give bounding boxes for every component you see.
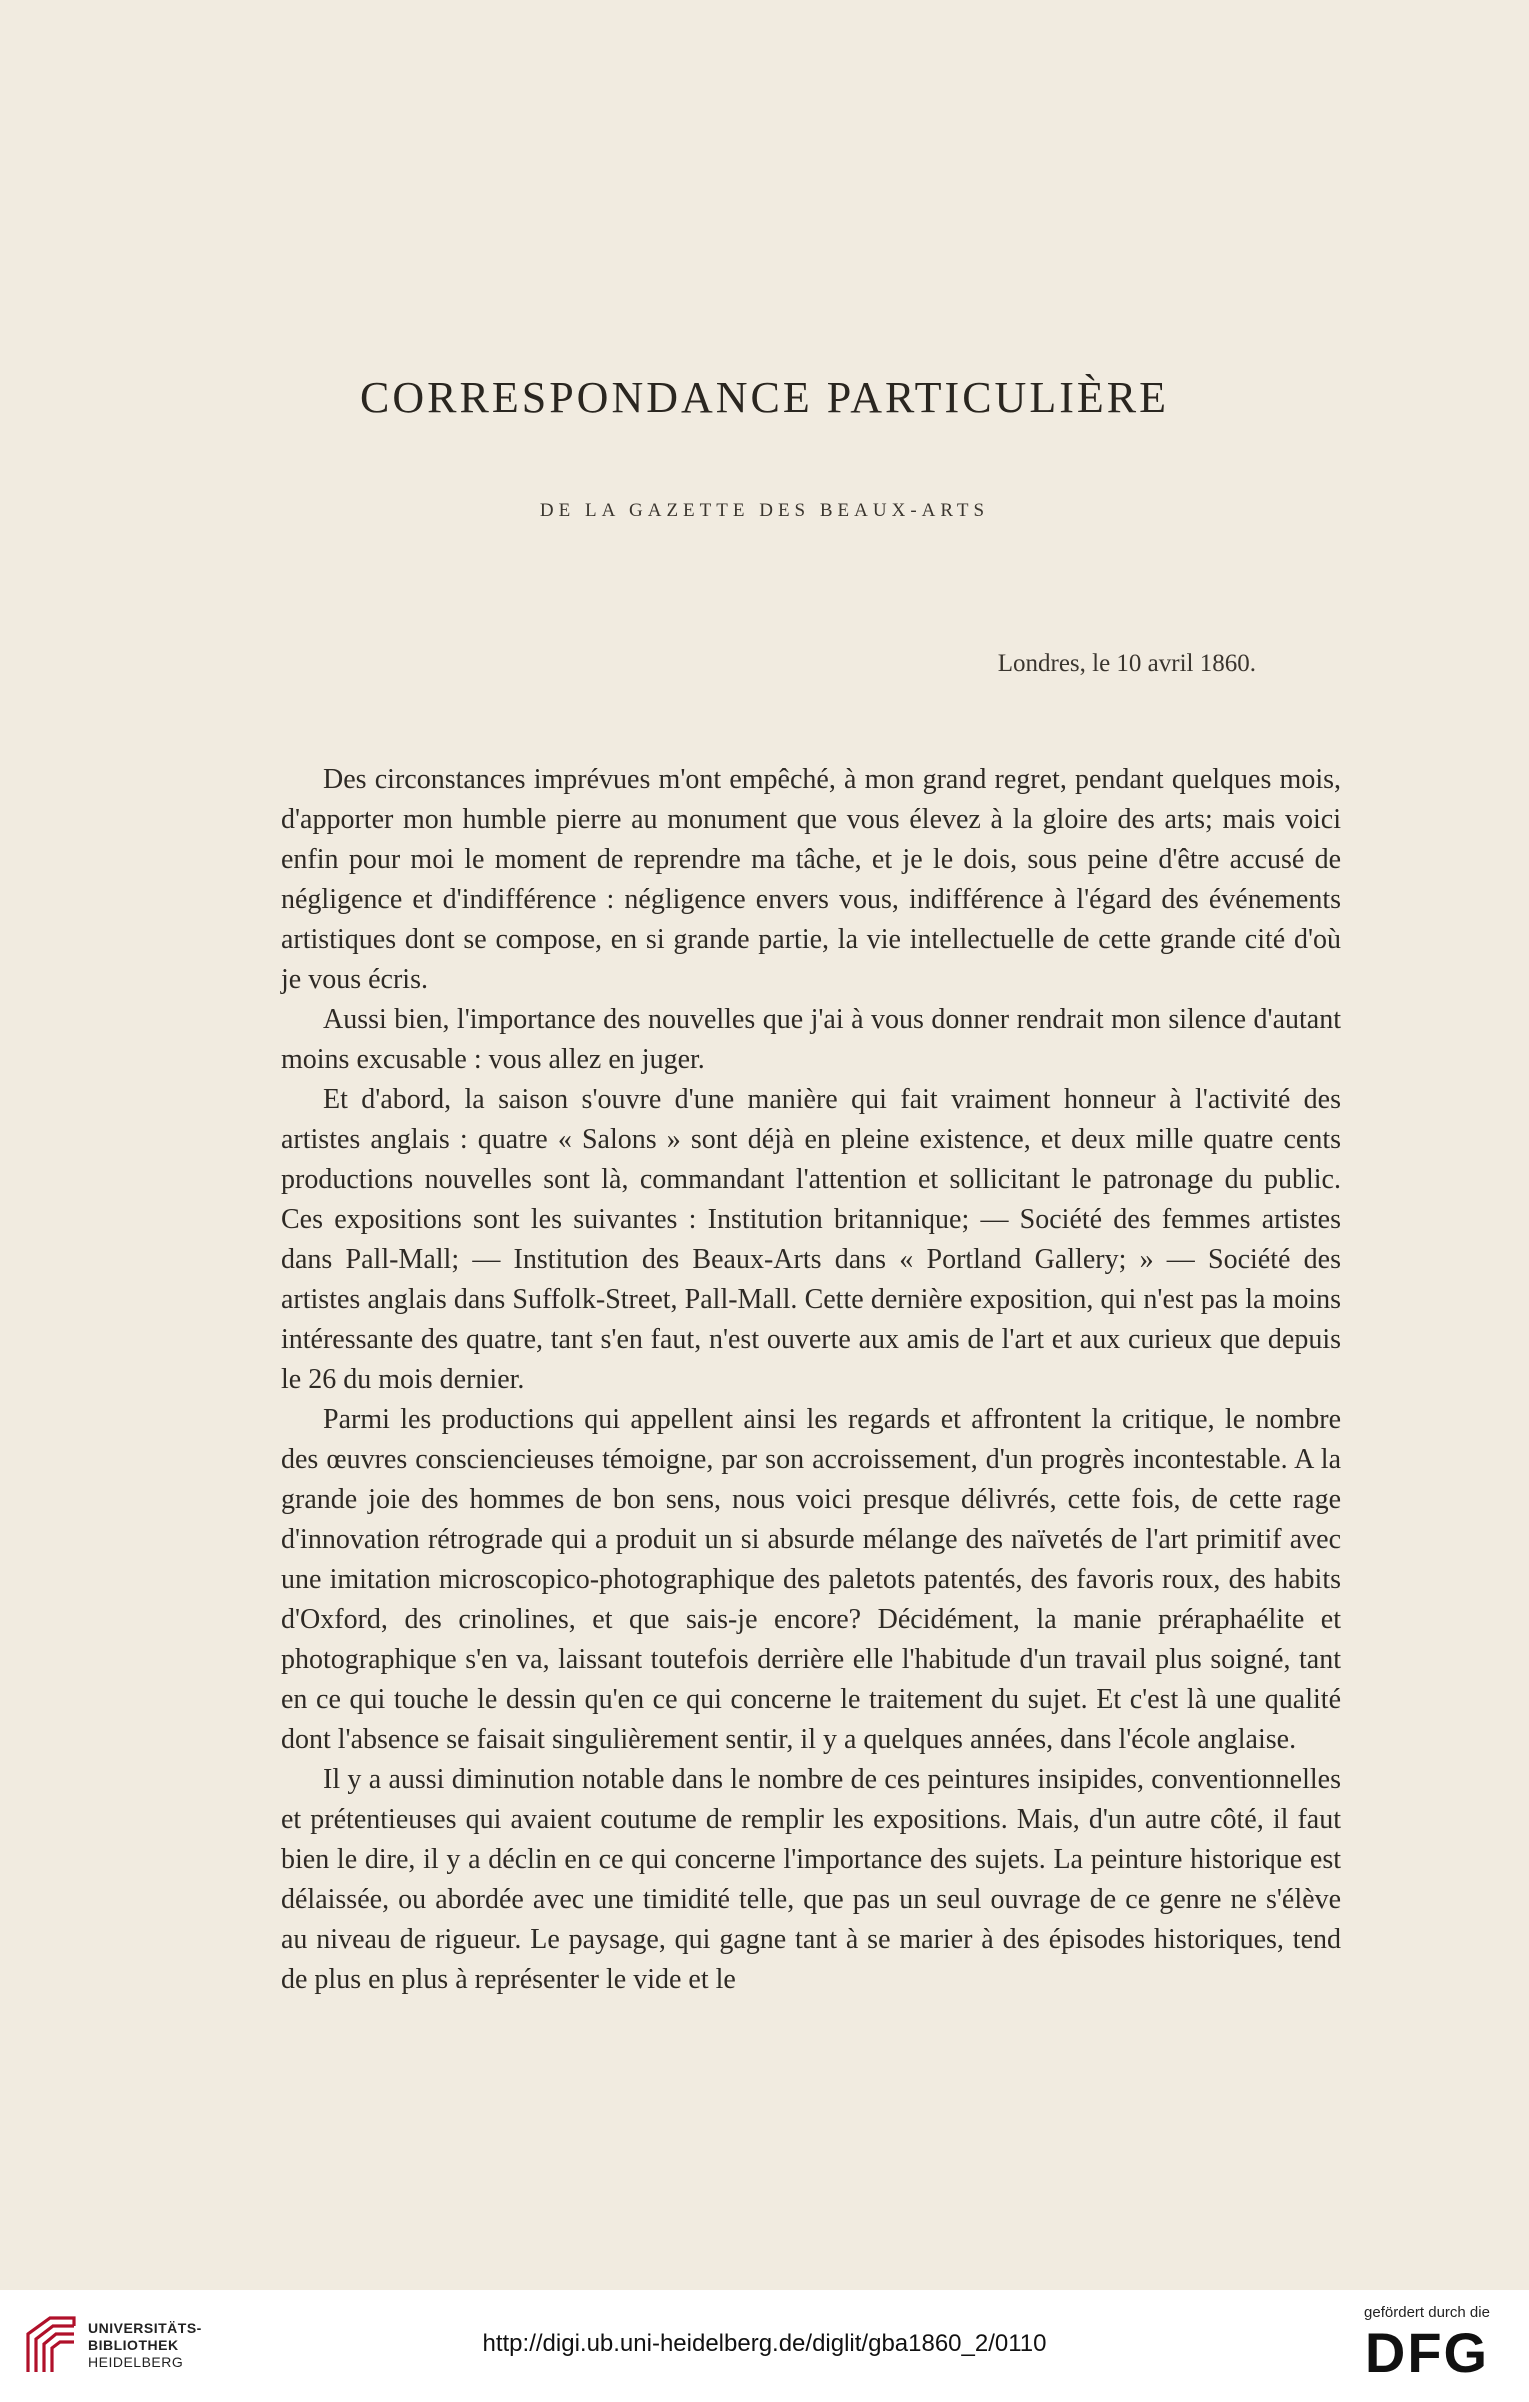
library-name-line: HEIDELBERG [88, 2354, 184, 2370]
dateline: Londres, le 10 avril 1860. [997, 650, 1256, 677]
funding-notice[interactable] [1347, 2304, 1507, 2383]
paragraph: Et d'abord, la saison s'ouvre d'une manière qui fait vraiment honneur à l'activité des artistes anglais : quatre « Salons » sont déjà en pleine existence, et deux mille quatre cents productions nouvelles sont là, commandant l'attention et sollicitant le patronage du public. Ces expositions sont les suivantes : Institution britannique; — Société des femmes artistes dans Pall-Mall; — Institution des Beaux-Arts dans « Portland Gallery; » — Société des artistes anglais dans Suffolk-Street, Pall-Mall. Cette dernière exposition, qui n'est pas la moins intéressante des quatre, tant s'en faut, n'est ouverte aux amis de l'art et aux curieux que depuis le 26 du mois dernier. [281, 1084, 1341, 1395]
paragraph: Parmi les productions qui appellent ainsi les regards et affrontent la critique, le nombre des œuvres consciencieuses témoigne, par son accroissement, d'un progrès incontestable. A la grande joie des hommes de bon sens, nous voici presque délivrés, cette fois, de cette rage d'innovation rétrograde qui a produit un si absurde mélange des naïvetés de l'art primitif avec une imitation microscopico-photographique des paletots patentés, des favoris roux, des habits d'Oxford, des crinolines, et que sais-je encore? Décidément, la manie préraphaélite et photographique s'en va, laissant toutefois derrière elle l'habitude d'un travail plus soigné, tant en ce qui touche le dessin qu'en ce qui concerne le traitement du sujet. Et c'est là une qualité dont l'absence se faisait singulièrement sentir, il y a quelques années, dans l'école anglaise. [281, 1404, 1341, 1755]
funding-label: gefördert durch die [1364, 2304, 1490, 2321]
library-name-line: UNIVERSITÄTS- [88, 2320, 202, 2336]
permalink-url[interactable]: http://digi.ub.uni-heidelberg.de/diglit/gba1860_2/0110 [482, 2330, 1047, 2357]
paragraph: Il y a aussi diminution notable dans le nombre de ces peintures insipides, conventionnelles et prétentieuses qui avaient coutume de remplir les expositions. Mais, d'un autre côté, il faut bien le dire, il y a déclin en ce qui concerne l'importance des sujets. La peinture historique est délaissée, ou abordée avec une timidité telle, que pas un seul ouvrage de ce genre ne s'élève au niveau de rigueur. Le paysage, qui gagne tant à se marier à des épisodes historiques, tend de plus en plus à représenter le vide et le [281, 1764, 1341, 1995]
article-body [281, 760, 1341, 2000]
dfg-logo: DFG [1364, 2321, 1490, 2384]
page-title: CORRESPONDANCE PARTICULIÈRE [360, 373, 1169, 422]
paragraph: Aussi bien, l'importance des nouvelles que j'ai à vous donner rendrait mon silence d'autant moins excusable : vous allez en juger. [281, 1004, 1341, 1075]
library-name-line: BIBLIOTHEK [88, 2337, 179, 2353]
paragraph: Des circonstances imprévues m'ont empêché, à mon grand regret, pendant quelques mois, d'apporter mon humble pierre au monument que vous élevez à la gloire des arts; mais voici enfin pour moi le moment de reprendre ma tâche, et je le dois, sous peine d'être accusé de négligence et d'indifférence : négligence envers vous, indifférence à l'égard des événements artistiques dont se compose, en si grande partie, la vie intellectuelle de cette grande cité d'où je vous écris. [281, 764, 1341, 995]
page-subtitle: DE LA GAZETTE DES BEAUX-ARTS [539, 500, 990, 521]
viewer-footer [0, 2290, 1529, 2402]
